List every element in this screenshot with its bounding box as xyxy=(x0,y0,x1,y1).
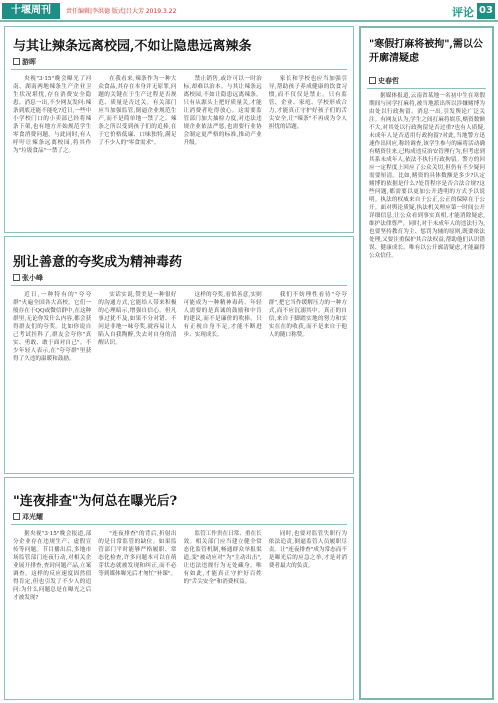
byline-marker-icon xyxy=(13,513,20,520)
sidebar-article xyxy=(359,26,494,700)
divider xyxy=(11,69,347,70)
article-body xyxy=(13,291,347,467)
divider xyxy=(11,285,347,286)
editor-info: 责任编辑|李洪德 版式|吕大芳 2019.3.22 xyxy=(66,8,177,15)
body-column: 据央视"3·15"晚会报道,部分企业存在违规生产、虚假宣传等问题。节目播出后,多地市场监管部门连夜行动,对相关企业展开排查,查封问题产品,立案调查。这样的反应速度固然值得肯定,但也引发了不少人的追问:为什么问题总是在曝光之后才被发现? xyxy=(13,531,92,601)
article-title: "连夜排查"为何总在曝光后? xyxy=(13,494,178,509)
page-header xyxy=(0,0,498,22)
article-byline xyxy=(13,57,36,67)
author-name: 史春哲 xyxy=(378,77,399,85)
body-column: 这样的夸奖,看似善意,实则可能成为一种精神毒药。年轻人需要的是真诚的鼓励和中肯的建议,而不是廉价的吹捧。只有正视自身不足,才能不断进步、实现成长。 xyxy=(183,292,262,338)
article-3 xyxy=(4,477,354,700)
article-byline xyxy=(13,273,43,283)
article-title: 与其让辣条远离校园,不如让隐患远离辣条 xyxy=(13,39,252,54)
sidebar-byline xyxy=(369,76,399,86)
page-number: 03 xyxy=(477,3,495,19)
article-1 xyxy=(4,26,354,233)
article-byline xyxy=(13,512,43,522)
body-column: 同时,也要对监管失职行为依法追责,倒逼监管人员履职尽责。让"连夜排查"成为常态而不是曝光后的应急之举,才是对消费者最大的负责。 xyxy=(268,531,347,569)
byline-marker-icon xyxy=(13,274,20,281)
article-body xyxy=(13,75,347,226)
body-column: 监管工作贵在日常、重在长效。相关部门应当建立健全常态化监管机制,畅通群众举报渠道,变"被动应对"为"主动出击",让违法违规行为无处藏身。唯有如此,才能真正守护好百姓的"舌尖安全"和消费权益。 xyxy=(183,531,262,585)
main-column xyxy=(4,26,354,700)
body-column: 实话实说,赞美是一种很好的沟通方式,它能给人带来积极的心理暗示,增强自信心。但凡事过犹不及,如果不分对错、不问是非地一味夸奖,就容易让人陷入自我陶醉,失去对自身的清醒认识。 xyxy=(98,292,177,346)
masthead-logo: 十堰周刊 xyxy=(2,3,60,19)
byline-marker-icon xyxy=(13,58,20,65)
byline-marker-icon xyxy=(369,77,376,84)
author-name: 邓光耀 xyxy=(22,513,43,521)
body-column: 近日,一种特有的"夸夸群"火遍全国各大高校。它们一般存在于QQ或微信群中,在这种群里,无论你发什么内容,都会获得群友们的夸奖。比如你说自己考试挂科了,群友会夸你"真实、勇敢、敢于面对自己"。不少年轻人表示,在"夸夸群"里获得了久违的温暖和鼓励。 xyxy=(13,292,92,362)
body-column: 禁止销售,或许可以一时治标,却难以治本。与其让辣条远离校园,不如让隐患远离辣条。只有从源头上把好质量关,才能让消费者吃得放心。这需要监管部门加大抽检力度,对违法违规企业依法严惩,也需要行业协会制定更严格的标准,推动产业升级。 xyxy=(183,76,262,146)
body-column: 在我看来,辣条作为一种大众食品,其存在本身并无原罪,问题的关键在于生产过程是否规范、质量是否过关。有关部门应当加强监管,倒逼企业规范生产,而不是简单地一禁了之。辣条之所以受到孩子们的追捧,在于它价格低廉、口味独特,满足了不少人的"零食需求"。 xyxy=(98,76,177,146)
divider xyxy=(367,88,486,89)
article-2 xyxy=(4,236,354,474)
sidebar-title: "寒假打麻将被拘",需以公开廓清疑虑 xyxy=(369,39,483,64)
author-name: 游晖 xyxy=(22,58,36,66)
section-label: 评论 xyxy=(452,6,474,19)
author-name: 张小峰 xyxy=(22,274,43,282)
sidebar-body: 据媒体报道,云南省某地一名初中生在寒假期间与同学打麻将,被当地派出所以涉嫌赌博为由处以行政拘留。消息一出,引发舆论广泛关注。有网友认为,学生之间打麻将娱乐,赌资数额不大,对其处以行政拘留是否过重?也有人质疑,未成年人是否适用行政拘留?对此,当地警方迅速作出回应,称经调查,该学生参与的麻将活动确有赌资往来,已构成违反治安管理行为,但考虑到其系未成年人,依法不执行行政拘留。警方的回应一定程度上回应了公众关切,但仍有不少疑问需要厘清。比如,赌资的具体数额是多少?认定赌博的依据是什么?处罚程序是否合法合规?这些问题,都需要以更加公开透明的方式予以说明。执法的权威来自于公正,公正的保障在于公开。面对舆论质疑,执法机关理应第一时间公开详细信息,让公众看到事实真相,才能消除疑虑,维护法律尊严。同时,对于未成年人的违法行为,也要坚持教育为主、惩罚为辅的原则,既要依法处理,又要注重保护其合法权益,帮助他们认识错误、健康成长。唯有以公开廓清疑虑,才能赢得公众信任。 xyxy=(369,93,485,259)
article-title: 别让善意的夸奖成为精神毒药 xyxy=(13,255,183,270)
body-column: 央视"3·15"晚会曝光了河南、湖南两地辣条生产企业卫生状况堪忧,存在消费安全隐患。消息一出,不少网友发问:辣条到底还能不能吃?近日,一些中小学校门口的小卖部已经将辣条下架,也有地方开始规范学生零食消费问题。与此同时,有人呼吁让辣条远离校园,将其作为"垃圾食品"一禁了之。 xyxy=(13,76,92,154)
body-column: 家长和学校也应当加强引导,帮助孩子养成健康的饮食习惯,而不仅仅是禁止。只有监管、企业、家庭、学校形成合力,才能真正守护好孩子们的舌尖安全,让"辣条"不再成为令人担忧的话题。 xyxy=(268,76,347,130)
body-column: "连夜排查"的背后,折射出的是日常监管的缺位。如果监管部门平时能够严格履职、常态化检查,许多问题本可以在萌芽状态就被发现和纠正,而不必等到媒体曝光后才匆忙"补课"。 xyxy=(98,531,177,577)
divider xyxy=(11,524,347,525)
body-column: 我们不妨理性看待"夸夸群",把它当作缓解压力的一种方式,而不应沉溺其中。真正的自信,来自于脚踏实地的努力和实实在在的收获,而不是来自于他人的随口称赞。 xyxy=(268,292,347,338)
article-body xyxy=(13,530,347,693)
